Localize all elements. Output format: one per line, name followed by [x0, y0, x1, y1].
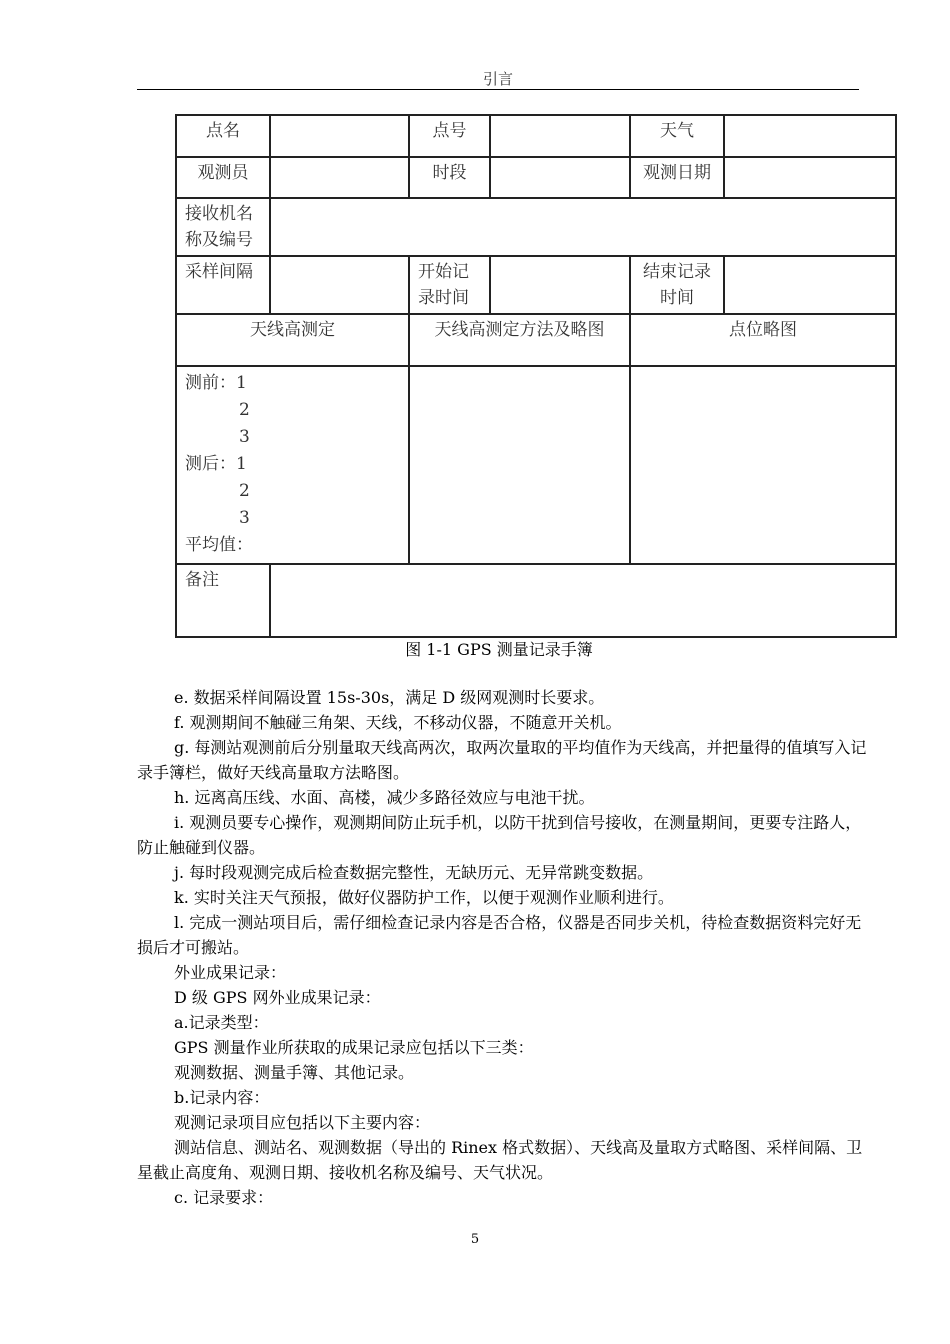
- label-point-number: 点号: [409, 115, 490, 157]
- antenna-method-sketch-area: [409, 366, 630, 564]
- field-point-number: [490, 115, 630, 157]
- field-observer: [270, 157, 409, 198]
- measure-after-2: 2: [239, 481, 250, 501]
- label-start-time: [409, 256, 490, 314]
- field-end-time: [724, 256, 896, 314]
- body-text: [137, 685, 869, 1210]
- header-rule: [137, 89, 859, 90]
- form-row-3: [176, 198, 896, 256]
- measure-after-1: 测后：1: [185, 454, 247, 474]
- field-receiver: [270, 198, 896, 256]
- paragraph-record-content-list: 测站信息、测站名、观测数据（导出的 Rinex 格式数据）、天线高及量取方式略图、采样间隔、卫星截止高度角、观测日期、接收机名称及编号、天气状况。: [137, 1138, 863, 1182]
- label-receiver-line-1: 接收机名: [185, 204, 253, 224]
- measure-before-2: 2: [239, 400, 250, 420]
- paragraph-l: l. 完成一测站项目后，需仔细检查记录内容是否合格，仪器是否同步关机，待检查数据资料完好无损后才可搬站。: [137, 913, 862, 957]
- paragraph-g: g. 每测站观测前后分别量取天线高两次，取两次量取的平均值作为天线高，并把量得的值填写入记录手簿栏，做好天线高量取方法略图。: [137, 738, 867, 782]
- paragraph-e: e. 数据采样间隔设置 15s-30s，满足 D 级网观测时长要求。: [174, 688, 605, 707]
- label-observer: 观测员: [176, 157, 270, 198]
- field-session: [490, 157, 630, 198]
- label-observation-date: 观测日期: [630, 157, 724, 198]
- paragraph-f: f. 观测期间不触碰三角架、天线，不移动仪器，不随意开关机。: [174, 713, 622, 732]
- label-weather: 天气: [630, 115, 724, 157]
- paragraph-k: k. 实时关注天气预报，做好仪器防护工作，以便于观测作业顺利进行。: [174, 888, 674, 907]
- paragraph-record-content-desc: 观测记录项目应包括以下主要内容：: [174, 1113, 431, 1132]
- running-header: 引言: [482, 70, 513, 88]
- form-row-1: [176, 115, 896, 157]
- paragraph-i: i. 观测员要专心操作，观测期间防止玩手机，以防干扰到信号接收，在测量期间，更要专注路人，防止触碰到仪器。: [137, 813, 862, 857]
- label-session: 时段: [409, 157, 490, 198]
- paragraph-record-requirements: c. 记录要求：: [174, 1188, 274, 1207]
- field-weather: [724, 115, 896, 157]
- section-antenna-height: 天线高测定: [176, 314, 409, 366]
- section-site-sketch: 点位略图: [630, 314, 896, 366]
- label-end-time-line-2: 时间: [660, 288, 694, 308]
- paragraph-j: j. 每时段观测完成后检查数据完整性，无缺历元、无异常跳变数据。: [174, 863, 654, 882]
- field-point-name: [270, 115, 409, 157]
- label-point-name: 点名: [176, 115, 270, 157]
- paragraph-d-grade-results: D 级 GPS 网外业成果记录：: [174, 988, 381, 1007]
- measure-before-1: 测前：1: [185, 373, 247, 393]
- label-start-time-line-2: 录时间: [418, 288, 469, 308]
- field-start-time: [490, 256, 630, 314]
- site-sketch-area: [630, 366, 896, 564]
- paragraph-record-type: a.记录类型：: [174, 1013, 269, 1032]
- label-end-time-line-1: 结束记录: [643, 262, 711, 282]
- gps-record-form: [175, 114, 897, 638]
- paragraph-field-results: 外业成果记录：: [174, 963, 287, 982]
- antenna-measurements: [176, 366, 409, 564]
- measure-before-3: 3: [239, 427, 250, 447]
- field-sampling-interval: [270, 256, 409, 314]
- label-sampling-interval: 采样间隔: [176, 256, 270, 314]
- field-remarks: [270, 564, 896, 637]
- paragraph-h: h. 远离高压线、水面、高楼，减少多路径效应与电池干扰。: [174, 788, 595, 807]
- form-row-5: [176, 314, 896, 366]
- form-row-6: [176, 366, 896, 564]
- figure-caption: 图 1-1 GPS 测量记录手簿: [405, 640, 593, 659]
- form-row-7: [176, 564, 896, 637]
- field-observation-date: [724, 157, 896, 198]
- label-receiver: [176, 198, 270, 256]
- form-row-4: [176, 256, 896, 314]
- label-start-time-line-1: 开始记: [418, 262, 469, 282]
- label-end-time: [630, 256, 724, 314]
- paragraph-record-content: b.记录内容：: [174, 1088, 270, 1107]
- paragraph-record-type-desc: GPS 测量作业所获取的成果记录应包括以下三类：: [174, 1038, 534, 1057]
- page-number: 5: [470, 1232, 480, 1247]
- label-remarks: 备注: [176, 564, 270, 637]
- paragraph-record-type-list: 观测数据、测量手簿、其他记录。: [174, 1063, 415, 1082]
- label-receiver-line-2: 称及编号: [185, 230, 253, 250]
- section-antenna-method: 天线高测定方法及略图: [409, 314, 630, 366]
- measure-after-3: 3: [239, 508, 250, 528]
- measure-average: 平均值：: [185, 535, 253, 555]
- form-row-2: [176, 157, 896, 198]
